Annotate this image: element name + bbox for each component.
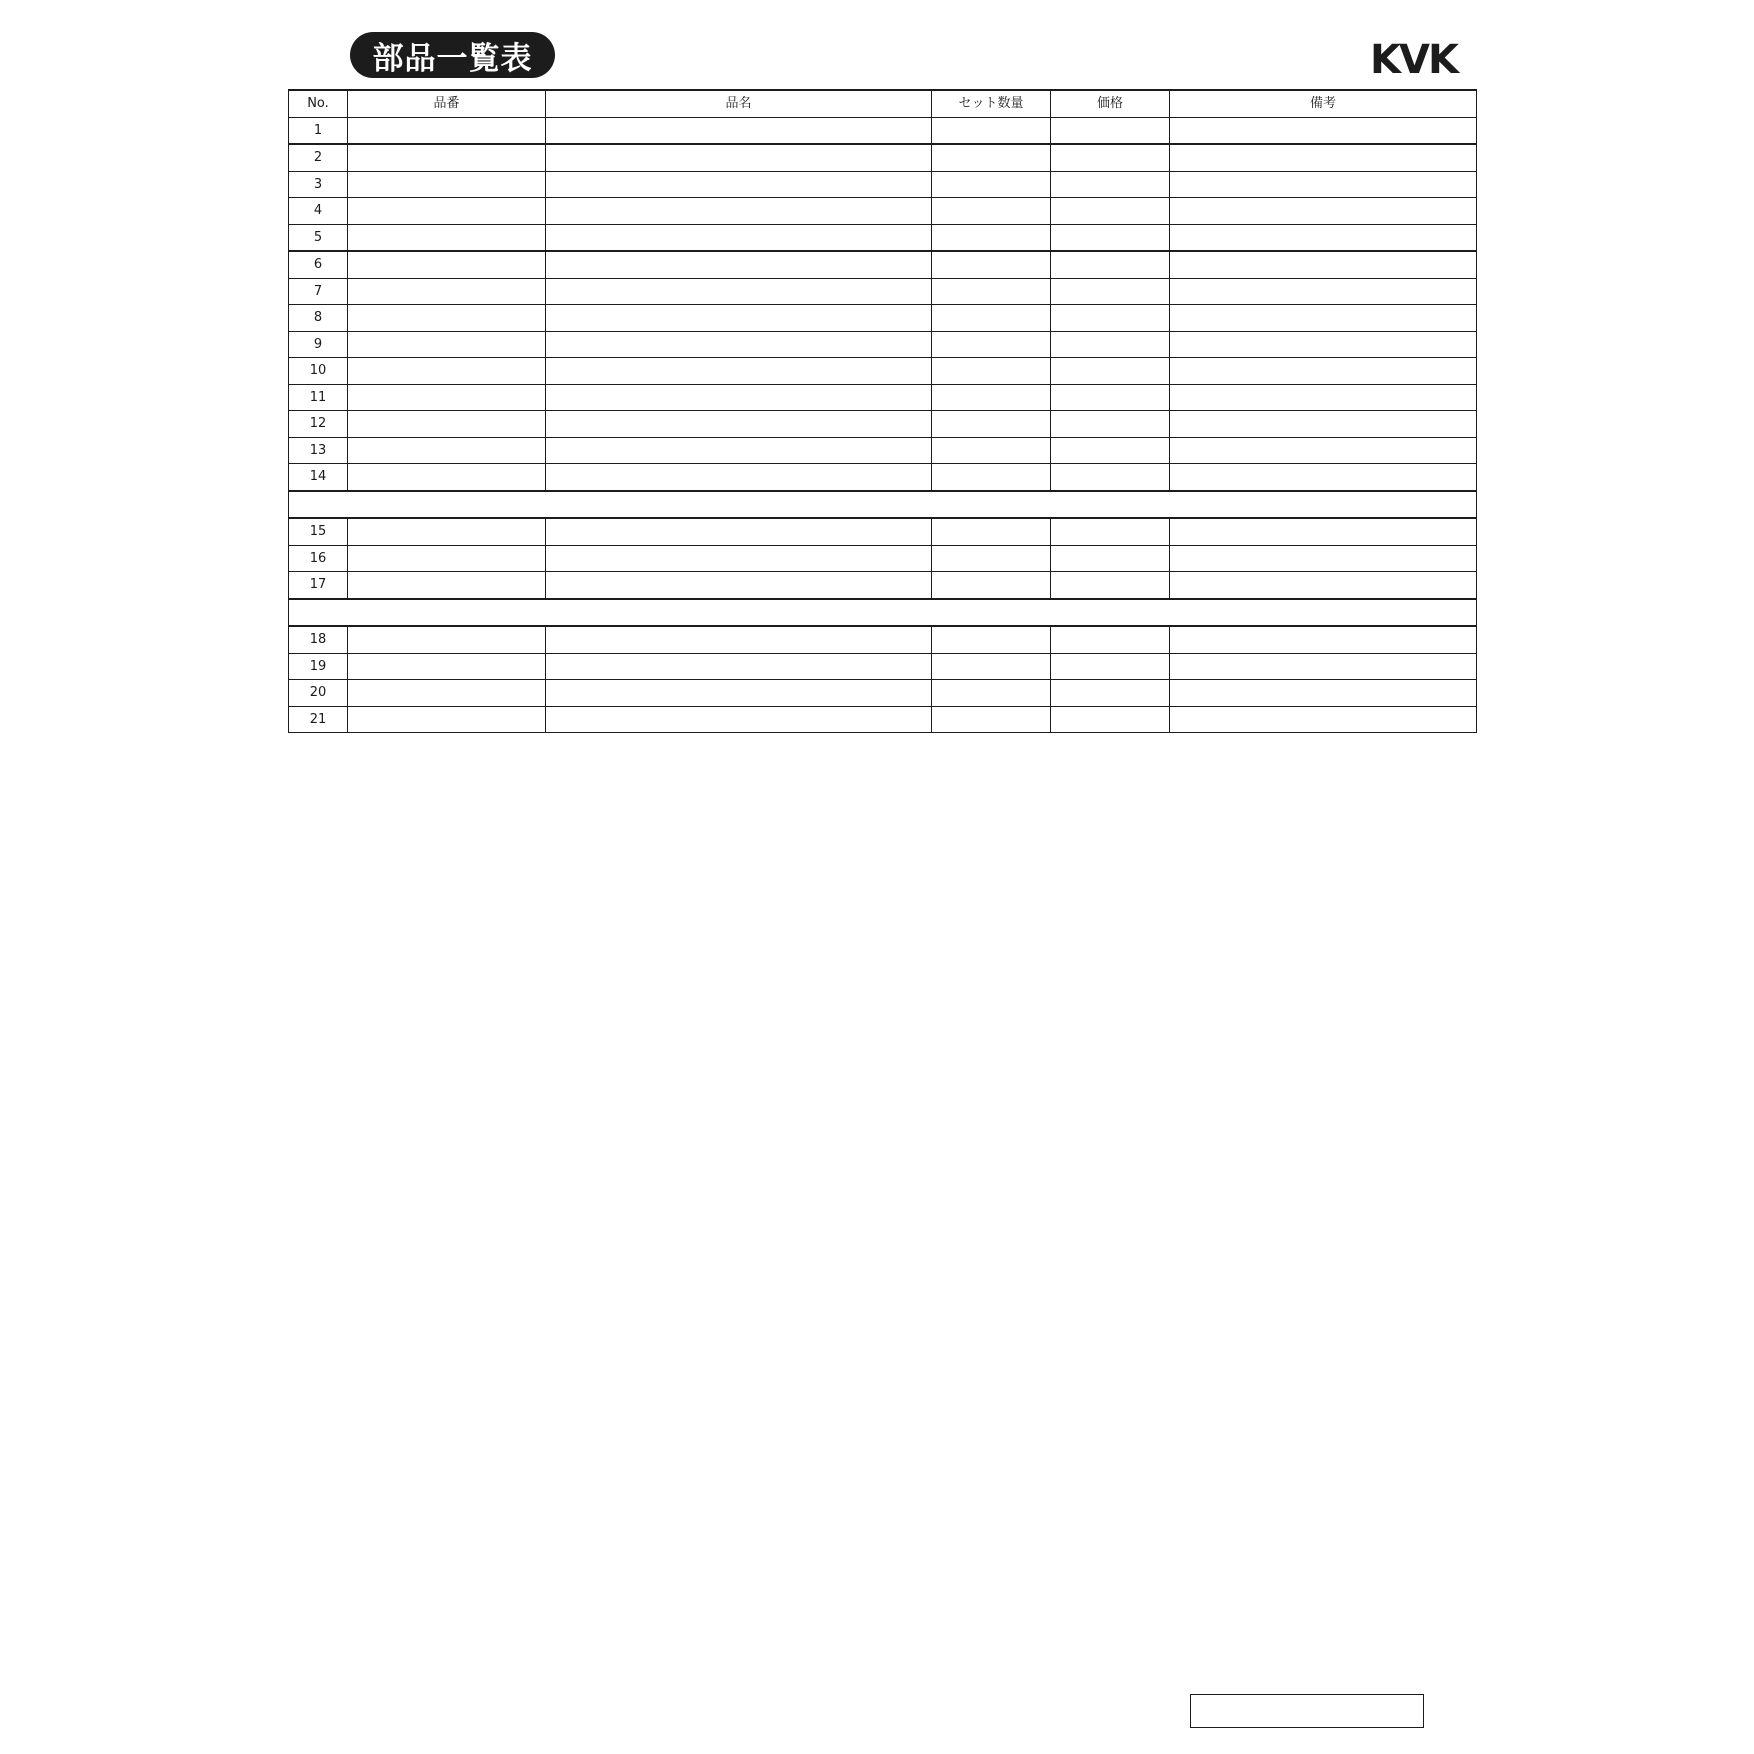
cell-no: 17	[289, 572, 348, 599]
cell-part-name	[546, 706, 932, 733]
column-header-name: 品名	[546, 90, 932, 117]
cell-set-qty	[932, 251, 1051, 278]
table-row	[289, 358, 1477, 385]
cell-part-code	[348, 545, 546, 572]
cell-set-qty	[932, 331, 1051, 358]
parts-table	[288, 89, 1477, 733]
cell-price	[1051, 572, 1170, 599]
cell-price	[1051, 545, 1170, 572]
cell-price	[1051, 437, 1170, 464]
cell-price	[1051, 331, 1170, 358]
cell-part-name	[546, 464, 932, 491]
table-row	[289, 251, 1477, 278]
table-row	[289, 117, 1477, 144]
cell-part-name	[546, 680, 932, 707]
cell-part-code	[348, 331, 546, 358]
cell-no: 18	[289, 626, 348, 653]
table-row	[289, 626, 1477, 653]
table-body	[289, 117, 1477, 733]
cell-note	[1170, 331, 1477, 358]
cell-set-qty	[932, 545, 1051, 572]
cell-set-qty	[932, 706, 1051, 733]
cell-price	[1051, 278, 1170, 305]
cell-note	[1170, 545, 1477, 572]
cell-part-name	[546, 411, 932, 438]
cell-note	[1170, 411, 1477, 438]
cell-note	[1170, 144, 1477, 171]
cell-set-qty	[932, 572, 1051, 599]
cell-set-qty	[932, 198, 1051, 225]
cell-price	[1051, 518, 1170, 545]
table-header-row	[289, 90, 1477, 117]
table-row	[289, 706, 1477, 733]
cell-no: 13	[289, 437, 348, 464]
cell-part-name	[546, 171, 932, 198]
table-row	[289, 198, 1477, 225]
cell-no: 6	[289, 251, 348, 278]
cell-part-code	[348, 171, 546, 198]
cell-note	[1170, 198, 1477, 225]
table-row	[289, 545, 1477, 572]
cell-set-qty	[932, 411, 1051, 438]
cell-no: 16	[289, 545, 348, 572]
cell-part-code	[348, 680, 546, 707]
cell-part-name	[546, 198, 932, 225]
cell-part-code	[348, 572, 546, 599]
cell-note	[1170, 464, 1477, 491]
cell-set-qty	[932, 680, 1051, 707]
cell-set-qty	[932, 171, 1051, 198]
cell-note	[1170, 305, 1477, 332]
cell-price	[1051, 251, 1170, 278]
cell-part-name	[546, 331, 932, 358]
cell-part-code	[348, 464, 546, 491]
cell-no: 12	[289, 411, 348, 438]
cell-no: 19	[289, 653, 348, 680]
cell-no: 1	[289, 117, 348, 144]
brand-logo: KVK	[1370, 37, 1457, 83]
cell-price	[1051, 305, 1170, 332]
cell-note	[1170, 706, 1477, 733]
cell-part-name	[546, 305, 932, 332]
cell-part-name	[546, 384, 932, 411]
cell-part-code	[348, 653, 546, 680]
table-row	[289, 464, 1477, 491]
cell-no: 5	[289, 224, 348, 251]
cell-note	[1170, 384, 1477, 411]
cell-set-qty	[932, 117, 1051, 144]
cell-part-code	[348, 384, 546, 411]
cell-part-name	[546, 251, 932, 278]
cell-note	[1170, 572, 1477, 599]
section-row	[289, 599, 1477, 627]
cell-part-name	[546, 437, 932, 464]
cell-set-qty	[932, 384, 1051, 411]
table-row	[289, 680, 1477, 707]
table-row	[289, 331, 1477, 358]
table-row	[289, 224, 1477, 251]
column-header-no: No.	[289, 90, 348, 117]
cell-part-code	[348, 305, 546, 332]
cell-note	[1170, 680, 1477, 707]
cell-set-qty	[932, 437, 1051, 464]
cell-no: 7	[289, 278, 348, 305]
table-row	[289, 437, 1477, 464]
cell-note	[1170, 251, 1477, 278]
cell-price	[1051, 706, 1170, 733]
section-heading	[289, 599, 1477, 627]
cell-set-qty	[932, 358, 1051, 385]
cell-part-name	[546, 144, 932, 171]
cell-set-qty	[932, 305, 1051, 332]
table-row	[289, 144, 1477, 171]
cell-part-name	[546, 358, 932, 385]
cell-price	[1051, 171, 1170, 198]
cell-part-code	[348, 358, 546, 385]
cell-part-name	[546, 572, 932, 599]
cell-set-qty	[932, 518, 1051, 545]
cell-note	[1170, 626, 1477, 653]
cell-note	[1170, 437, 1477, 464]
cell-price	[1051, 384, 1170, 411]
cell-part-code	[348, 518, 546, 545]
column-header-code: 品番	[348, 90, 546, 117]
section-heading	[289, 491, 1477, 519]
cell-part-name	[546, 278, 932, 305]
cell-set-qty	[932, 464, 1051, 491]
cell-part-name	[546, 518, 932, 545]
cell-note	[1170, 518, 1477, 545]
cell-set-qty	[932, 626, 1051, 653]
cell-part-name	[546, 653, 932, 680]
cell-part-code	[348, 411, 546, 438]
cell-no: 11	[289, 384, 348, 411]
table-row	[289, 411, 1477, 438]
cell-price	[1051, 626, 1170, 653]
cell-no: 21	[289, 706, 348, 733]
cell-set-qty	[932, 653, 1051, 680]
cell-note	[1170, 278, 1477, 305]
column-header-set-qty: セット数量	[932, 90, 1051, 117]
cell-note	[1170, 358, 1477, 385]
cell-no: 2	[289, 144, 348, 171]
column-header-note: 備考	[1170, 90, 1477, 117]
table-row	[289, 278, 1477, 305]
cell-no: 4	[289, 198, 348, 225]
cell-part-code	[348, 144, 546, 171]
cell-note	[1170, 117, 1477, 144]
table-row	[289, 572, 1477, 599]
cell-part-name	[546, 626, 932, 653]
cell-price	[1051, 358, 1170, 385]
cell-no: 3	[289, 171, 348, 198]
cell-part-code	[348, 117, 546, 144]
cell-no: 10	[289, 358, 348, 385]
table-row	[289, 305, 1477, 332]
cell-no: 8	[289, 305, 348, 332]
document-code	[1190, 1694, 1424, 1728]
cell-part-name	[546, 117, 932, 144]
cell-price	[1051, 224, 1170, 251]
cell-part-code	[348, 224, 546, 251]
cell-part-name	[546, 224, 932, 251]
cell-part-code	[348, 626, 546, 653]
table-row	[289, 384, 1477, 411]
cell-set-qty	[932, 144, 1051, 171]
table-row	[289, 653, 1477, 680]
cell-note	[1170, 171, 1477, 198]
table-row	[289, 518, 1477, 545]
cell-note	[1170, 224, 1477, 251]
cell-part-name	[546, 545, 932, 572]
cell-part-code	[348, 278, 546, 305]
column-header-price: 価格	[1051, 90, 1170, 117]
page-title: 部品一覧表	[350, 32, 555, 78]
cell-no: 14	[289, 464, 348, 491]
cell-part-code	[348, 198, 546, 225]
cell-price	[1051, 653, 1170, 680]
cell-price	[1051, 680, 1170, 707]
cell-part-code	[348, 251, 546, 278]
section-row	[289, 491, 1477, 519]
cell-part-code	[348, 706, 546, 733]
cell-no: 9	[289, 331, 348, 358]
cell-set-qty	[932, 278, 1051, 305]
cell-price	[1051, 144, 1170, 171]
cell-part-code	[348, 437, 546, 464]
cell-set-qty	[932, 224, 1051, 251]
cell-price	[1051, 411, 1170, 438]
cell-price	[1051, 198, 1170, 225]
cell-no: 20	[289, 680, 348, 707]
cell-price	[1051, 117, 1170, 144]
cell-no: 15	[289, 518, 348, 545]
table-row	[289, 171, 1477, 198]
page-number	[1388, 1650, 1436, 1676]
cell-note	[1170, 653, 1477, 680]
cell-price	[1051, 464, 1170, 491]
